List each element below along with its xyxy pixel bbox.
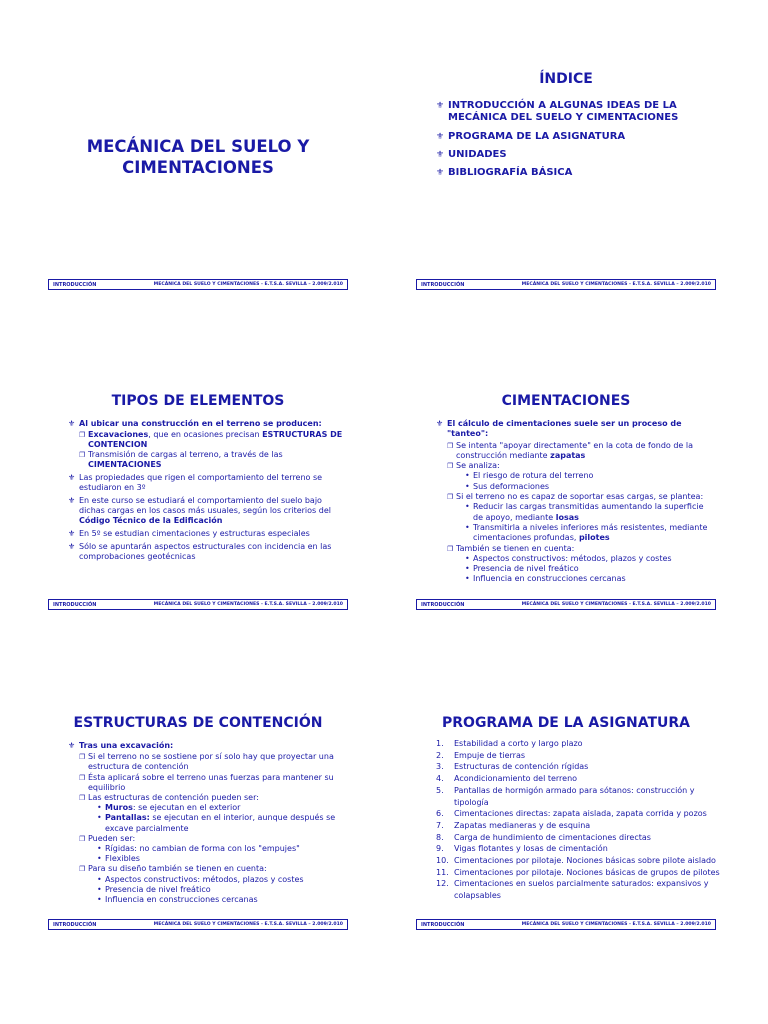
index-item: ⚜ BIBLIOGRAFÍA BÁSICA [436, 167, 573, 178]
item-text: Cimentaciones directas: zapata aislada, zapata corrida y pozos [454, 809, 707, 819]
dot-bullet-icon: • [465, 481, 470, 491]
footer-right: MECÁNICA DEL SUELO Y CIMENTACIONES - E.T.S.A. SEVILLA – 2.009/2.010 [153, 922, 343, 927]
checkbox-bullet-icon: ❐ [79, 794, 86, 803]
slide-content [68, 419, 348, 565]
program-item [436, 832, 726, 844]
checkbox-bullet-icon: ❐ [79, 865, 86, 874]
dot-bullet-icon: • [465, 564, 470, 574]
list-item: ⚜ En 5º se estudian cimentaciones y estructuras especiales [68, 529, 310, 538]
item-number: 9. [436, 844, 444, 854]
sub-sub-item: • El riesgo de rotura del terreno [465, 471, 594, 481]
item-text: Carga de hundimiento de cimentaciones directas [454, 832, 651, 842]
item-number: 1. [436, 739, 444, 748]
item-number: 4. [436, 774, 444, 784]
dot-bullet-icon: • [97, 803, 102, 813]
checkbox-bullet-icon: ❐ [79, 451, 86, 459]
sub-list-item: ❐ Pueden ser: • Rígidas: no cambian de forma con los "empujes" • Flexibles [79, 834, 348, 865]
list-item: ⚜ Tras una excavación: ❐ Si el terreno no se sostiene por sí solo hay que proyectar una estructura de contención ❐ Ésta aplicará sobre el terreno unas fuerzas para mantener su equilibrio ❐ Las estructuras de contención pueden ser: • Muros: se ejecutan en el exterior • Pantallas: se ejecutan en el interior, aunque después se excave parcialmente ❐ Pueden ser: • Rígidas: no cambian de forma con los "empujes" • Flexibles ❐ Para su diseño también se tienen en cuenta: • Aspectos constructivos: métodos, plazos y costes • Presencia de nivel freático • Influencia en construcciones cercanas [68, 741, 348, 905]
item-text: Pantallas de hormigón armado para sótanos: construcción y tipología [454, 785, 695, 807]
program-item [436, 820, 726, 832]
sub-list-item: ❐ Excavaciones, que en ocasiones precisan ESTRUCTURAS DE CONTENCION [79, 430, 343, 449]
slide-title: MECÁNICA DEL SUELO Y CIMENTACIONES [86, 137, 310, 177]
fleur-bullet-icon: ⚜ [436, 132, 445, 142]
slide-title: CIMENTACIONES [501, 393, 631, 409]
dot-bullet-icon: • [97, 874, 102, 884]
slide-title: ESTRUCTURAS DE CONTENCIÓN [73, 715, 323, 731]
dot-bullet-icon: • [465, 553, 470, 563]
sub-sub-item: • Transmitirla a niveles inferiores más resistentes, mediante cimentaciones profundas, pilotes [465, 522, 708, 543]
dot-bullet-icon: • [465, 471, 470, 481]
slide-6 [416, 680, 756, 990]
checkbox-bullet-icon: ❐ [79, 431, 86, 439]
item-text: Cimentaciones por pilotaje. Nociones básicas sobre pilote aislado [454, 856, 716, 866]
sub-sub-item: • Muros: se ejecutan en el exterior [97, 803, 241, 813]
footer-right: MECÁNICA DEL SUELO Y CIMENTACIONES - E.T.S.A. SEVILLA – 2.009/2.010 [521, 282, 711, 287]
item-text: Estructuras de contención rígidas [454, 762, 589, 772]
slide-content [68, 741, 348, 908]
fleur-bullet-icon: ⚜ [68, 529, 76, 538]
fleur-bullet-icon: ⚜ [68, 473, 76, 482]
list-item: ⚜ Al ubicar una construcción en el terreno se producen: ❐ Excavaciones, que en ocasiones precisan ESTRUCTURAS DE CONTENCION ❐ Transmisión de cargas al terreno, a través de las CIMENTACIONES [68, 419, 348, 470]
footer-right: MECÁNICA DEL SUELO Y CIMENTACIONES - E.T.S.A. SEVILLA – 2.009/2.010 [521, 602, 711, 607]
program-item [436, 761, 726, 773]
footer-right: MECÁNICA DEL SUELO Y CIMENTACIONES - E.T.S.A. SEVILLA – 2.009/2.010 [153, 602, 343, 607]
footer-left: INTRODUCCIÓN [53, 281, 97, 288]
item-text: Vigas flotantes y losas de cimentación [454, 844, 608, 854]
footer-left: INTRODUCCIÓN [53, 921, 97, 928]
item-number: 6. [436, 809, 444, 819]
dot-bullet-icon: • [97, 854, 102, 864]
item-number: 5. [436, 785, 444, 795]
checkbox-bullet-icon: ❐ [447, 462, 454, 471]
slide-5 [48, 680, 388, 990]
slide-footer [416, 919, 716, 930]
footer-left: INTRODUCCIÓN [421, 921, 465, 928]
fleur-bullet-icon: ⚜ [68, 741, 76, 750]
sub-sub-item: • Rígidas: no cambian de forma con los "empujes" [97, 844, 300, 854]
slide-footer [416, 599, 716, 610]
sub-list-item: ❐ Si el terreno no se sostiene por sí solo hay que proyectar una estructura de contención [79, 752, 334, 772]
slide-title: PROGRAMA DE LA ASIGNATURA [442, 715, 690, 731]
slide-title: ÍNDICE [539, 71, 593, 87]
slide-content [436, 419, 716, 588]
dot-bullet-icon: • [465, 502, 470, 512]
dot-bullet-icon: • [97, 895, 102, 905]
program-list [436, 738, 726, 902]
program-item [436, 867, 726, 879]
slide-4 [416, 360, 756, 670]
slide-footer [48, 279, 348, 290]
sub-sub-item: • Aspectos constructivos: métodos, plazos y costes [465, 553, 672, 563]
item-number: 11. [436, 867, 449, 877]
list-item: ⚜ Las propiedades que rigen el comportamiento del terreno se estudiaron en 3º [68, 473, 323, 492]
fleur-bullet-icon: ⚜ [436, 150, 445, 160]
checkbox-bullet-icon: ❐ [447, 493, 454, 502]
index-item: ⚜ UNIDADES [436, 149, 507, 160]
program-item [436, 855, 726, 867]
checkbox-bullet-icon: ❐ [447, 441, 454, 450]
sub-list-item: ❐ Para su diseño también se tienen en cuenta: • Aspectos constructivos: métodos, plazos y costes • Presencia de nivel freático • Influencia en construcciones cercanas [79, 864, 348, 905]
fleur-bullet-icon: ⚜ [436, 419, 444, 428]
fleur-bullet-icon: ⚜ [68, 419, 76, 428]
footer-left: INTRODUCCIÓN [421, 601, 465, 608]
dot-bullet-icon: • [97, 884, 102, 894]
checkbox-bullet-icon: ❐ [79, 834, 86, 843]
item-text: Cimentaciones en suelos parcialmente saturados: expansivos y colapsables [454, 879, 709, 901]
sub-sub-item: • Pantallas: se ejecutan en el interior, aunque después se excave parcialmente [97, 813, 336, 833]
index-list [436, 100, 716, 186]
dot-bullet-icon: • [97, 813, 102, 823]
item-number: 8. [436, 832, 444, 842]
sub-list-item: ❐ Si el terreno no es capaz de soportar esas cargas, se plantea: • Reducir las cargas transmitidas aumentando la superficie de apoyo, mediante losas • Transmitirla a niveles inferiores más resistentes, mediante cimentaciones profundas, pilotes [447, 492, 716, 543]
slide-3 [48, 360, 388, 670]
sub-list-item: ❐ Transmisión de cargas al terreno, a través de las CIMENTACIONES [79, 450, 283, 469]
item-number: 2. [436, 750, 444, 760]
program-item [436, 878, 726, 901]
footer-left: INTRODUCCIÓN [421, 281, 465, 288]
item-number: 3. [436, 762, 444, 772]
item-text: Zapatas medianeras y de esquina [454, 820, 591, 830]
sub-sub-item: • Influencia en construcciones cercanas [97, 895, 258, 905]
slide-footer [48, 919, 348, 930]
program-item [436, 808, 726, 820]
slide-footer [48, 599, 348, 610]
sub-list-item: ❐ También se tienen en cuenta: • Aspectos constructivos: métodos, plazos y costes • Presencia de nivel freático • Influencia en construcciones cercanas [447, 544, 716, 585]
dot-bullet-icon: • [465, 522, 470, 532]
item-text: Empuje de tierras [454, 750, 526, 760]
fleur-bullet-icon: ⚜ [68, 496, 76, 505]
checkbox-bullet-icon: ❐ [447, 544, 454, 553]
sub-sub-item: • Flexibles [97, 854, 140, 864]
sub-sub-item: • Presencia de nivel freático [465, 564, 579, 574]
item-text: Estabilidad a corto y largo plazo [454, 739, 583, 748]
sub-sub-item: • Aspectos constructivos: métodos, plazos y costes [97, 874, 304, 884]
sub-sub-item: • Influencia en construcciones cercanas [465, 574, 626, 584]
list-item: ⚜ En este curso se estudiará el comportamiento del suelo bajo dichas cargas en los casos más usuales, según los criterios del Código Técnico de la Edificación [68, 496, 331, 525]
sub-list-item: ❐ Se intenta "apoyar directamente" en la cota de fondo de la construcción mediante zapatas [447, 440, 693, 460]
program-item [436, 738, 726, 750]
footer-right: MECÁNICA DEL SUELO Y CIMENTACIONES - E.T.S.A. SEVILLA – 2.009/2.010 [153, 282, 343, 287]
sub-list-item: ❐ Las estructuras de contención pueden ser: • Muros: se ejecutan en el exterior • Pantallas: se ejecutan en el interior, aunque después se excave parcialmente [79, 793, 348, 834]
item-text: Cimentaciones por pilotaje. Nociones básicas de grupos de pilotes [454, 867, 720, 877]
fleur-bullet-icon: ⚜ [436, 101, 445, 111]
sub-sub-item: • Sus deformaciones [465, 481, 550, 491]
checkbox-bullet-icon: ❐ [79, 753, 86, 762]
checkbox-bullet-icon: ❐ [79, 773, 86, 782]
program-item [436, 785, 726, 808]
program-item [436, 843, 726, 855]
slide-1 [48, 40, 388, 350]
slide-footer [416, 279, 716, 290]
footer-left: INTRODUCCIÓN [53, 601, 97, 608]
footer-right: MECÁNICA DEL SUELO Y CIMENTACIONES - E.T.S.A. SEVILLA – 2.009/2.010 [521, 922, 711, 927]
dot-bullet-icon: • [97, 844, 102, 854]
list-item: ⚜ El cálculo de cimentaciones suele ser un proceso de "tanteo": ❐ Se intenta "apoyar directamente" en la cota de fondo de la construcción mediante zapatas ❐ Se analiza: • El riesgo de rotura del terreno • Sus deformaciones ❐ Si el terreno no es capaz de soportar esas cargas, se plantea: • Reducir las cargas transmitidas aumentando la superficie de apoyo, mediante losas • Transmitirla a niveles inferiores más resistentes, mediante cimentaciones profundas, pilotes ❐ También se tienen en cuenta: • Aspectos constructivos: métodos, plazos y costes • Presencia de nivel freático • Influencia en construcciones cercanas [436, 419, 716, 585]
slide-2 [416, 40, 756, 350]
sub-sub-item: • Presencia de nivel freático [97, 884, 211, 894]
slide-title: TIPOS DE ELEMENTOS [111, 393, 285, 409]
sub-list-item: ❐ Ésta aplicará sobre el terreno unas fuerzas para mantener su equilibrio [79, 772, 334, 792]
program-item [436, 750, 726, 762]
program-item [436, 773, 726, 785]
item-number: 7. [436, 820, 444, 830]
fleur-bullet-icon: ⚜ [436, 168, 445, 178]
sub-list-item: ❐ Se analiza: • El riesgo de rotura del terreno • Sus deformaciones [447, 461, 716, 492]
list-item: ⚜ Sólo se apuntarán aspectos estructurales con incidencia en las comprobaciones geotécnicas [68, 542, 332, 561]
index-item: ⚜ PROGRAMA DE LA ASIGNATURA [436, 131, 626, 142]
item-number: 12. [436, 879, 449, 889]
sub-sub-item: • Reducir las cargas transmitidas aumentando la superficie de apoyo, mediante losas [465, 502, 704, 522]
index-item: ⚜ INTRODUCCIÓN A ALGUNAS IDEAS DE LA MECÁNICA DEL SUELO Y CIMENTACIONES [436, 100, 679, 123]
fleur-bullet-icon: ⚜ [68, 542, 76, 551]
dot-bullet-icon: • [465, 574, 470, 584]
item-number: 10. [436, 856, 449, 866]
item-text: Acondicionamiento del terreno [454, 774, 578, 784]
